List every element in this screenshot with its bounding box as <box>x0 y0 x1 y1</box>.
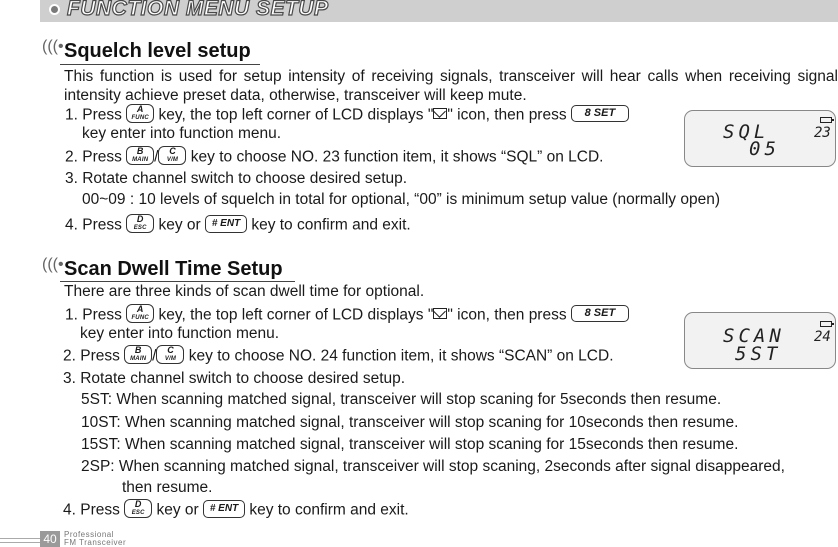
hash-ent-key-icon: # ENT <box>203 500 245 518</box>
c-vm-key-icon: C V/M <box>156 345 184 364</box>
d-esc-key-icon: D ESC <box>124 499 152 518</box>
scan-step1 <box>65 306 629 325</box>
scan-option-15st: 15ST: When scanning matched signal, transceiver will stop scaning for 15seconds then resume. <box>81 436 739 453</box>
squelch-step3-detail: 00~09 : 10 levels of squelch in total for optional, “00” is minimum setup value (normally open) <box>82 191 720 208</box>
step-text: 2. Press <box>65 148 122 166</box>
step-text: key, the top left corner of LCD displays " <box>158 306 434 324</box>
step-text: key to choose NO. 24 function item, it shows “SCAN” on LCD. <box>188 347 614 365</box>
scan-intro: There are three kinds of scan dwell time for optional. <box>64 283 425 300</box>
b-main-key-icon: B MAIN <box>126 146 154 165</box>
lcd-display-sql <box>684 110 836 167</box>
8-set-key-icon: 8 SET <box>571 105 629 122</box>
scan-step3: 3. Rotate channel switch to choose desired setup. <box>63 370 406 387</box>
b-main-key-icon: B MAIN <box>124 345 152 364</box>
footer-brand-line2: FM Transceiver <box>64 538 127 547</box>
d-esc-key-icon: D ESC <box>126 214 154 233</box>
squelch-step4 <box>65 216 411 235</box>
squelch-step3: 3. Rotate channel switch to choose desired setup. <box>65 170 408 187</box>
scan-option-10st: 10ST: When scanning matched signal, transceiver will stop scaning for 10seconds then resume. <box>81 414 739 431</box>
footer-brand-line1: Professional <box>64 530 115 539</box>
radio-waves-icon: (((• <box>42 256 64 273</box>
step-text: 1. Press <box>65 306 122 324</box>
step-text: " icon, then press <box>447 306 567 324</box>
squelch-step1 <box>65 106 629 125</box>
step-text: 2. Press <box>63 347 120 365</box>
footer-rule <box>0 542 40 543</box>
step-text: 4. Press <box>63 501 120 519</box>
lcd-number: 24 <box>814 329 831 345</box>
scan-option-2sp-cont: then resume. <box>122 479 213 496</box>
step-text: key to choose NO. 23 function item, it shows “SQL” on LCD. <box>190 148 604 166</box>
step-text: 4. Press <box>65 216 122 234</box>
radio-waves-icon: (((• <box>42 38 64 55</box>
section-underline <box>60 281 295 282</box>
header-bullet-icon <box>49 4 60 15</box>
lcd-line2: 05 <box>749 138 780 160</box>
section-title-scan: Scan Dwell Time Setup <box>64 258 283 280</box>
step-text: " icon, then press <box>447 106 567 124</box>
battery-icon <box>820 321 832 327</box>
lcd-line1: SQL <box>723 121 770 143</box>
scan-step4 <box>63 501 409 520</box>
lcd-line2: 5ST <box>735 343 782 365</box>
step-text: key, the top left corner of LCD displays " <box>158 106 434 124</box>
squelch-step2: 2. Press B MAIN / C V/M key to choose NO. 23 function item, it shows “SQL” on LCD. <box>65 146 604 166</box>
lcd-number: 23 <box>814 125 831 141</box>
section-underline <box>60 64 260 65</box>
footer-rule <box>0 538 40 539</box>
scan-option-2sp: 2SP: When scanning matched signal, transceiver will stop scaning, 2seconds after signal disappeared, <box>81 458 785 475</box>
scan-step1-cont: key enter into function menu. <box>80 325 280 342</box>
step-text: key or <box>156 501 199 519</box>
envelope-icon <box>433 108 447 119</box>
step-text: key or <box>158 216 201 234</box>
scan-option-5st: 5ST: When scanning matched signal, transceiver will stop scaning for 5seconds then resume. <box>81 391 722 408</box>
step-text: key to confirm and exit. <box>251 216 411 234</box>
page-number: 40 <box>40 531 60 547</box>
step-text: 1. Press <box>65 106 122 124</box>
step-text: key to confirm and exit. <box>249 501 409 519</box>
lcd-line1: SCAN <box>723 325 785 347</box>
hash-ent-key-icon: # ENT <box>205 215 247 233</box>
c-vm-key-icon: C V/M <box>158 146 186 165</box>
squelch-step1-cont: key enter into function menu. <box>82 125 282 142</box>
a-func-key-icon: A FUNC <box>126 104 154 123</box>
page-title: FUNCTION MENU SETUP <box>67 0 329 20</box>
battery-icon <box>820 117 832 123</box>
lcd-display-scan <box>684 312 836 369</box>
envelope-icon <box>433 308 447 319</box>
a-func-key-icon: A FUNC <box>126 304 154 323</box>
scan-step2: 2. Press B MAIN / C V/M key to choose NO. 24 function item, it shows “SCAN” on LCD. <box>63 345 614 365</box>
8-set-key-icon: 8 SET <box>571 305 629 322</box>
section-title-squelch: Squelch level setup <box>64 40 251 62</box>
squelch-intro: This function is used for setup intensity of receiving signals, transceiver will hear calls when receiving signal intensity achieve preset data, otherwise, transceiver will keep mute. <box>64 68 838 104</box>
